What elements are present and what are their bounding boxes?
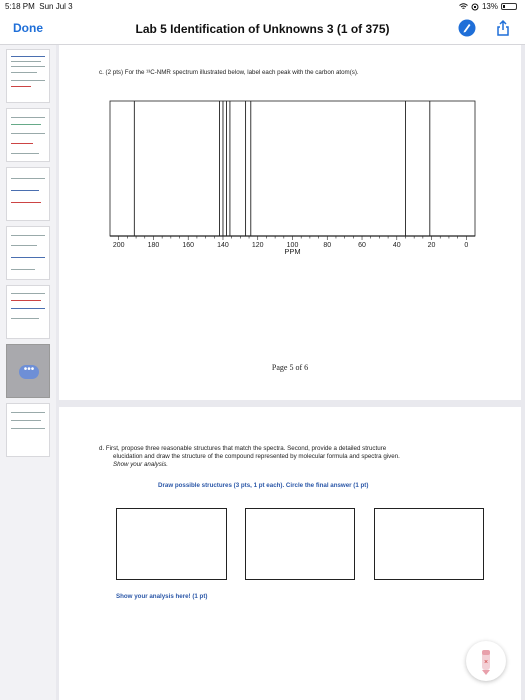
page-thumbnail-2[interactable]	[6, 108, 50, 162]
x-tick-label: 160	[182, 242, 195, 249]
status-indicators	[459, 2, 517, 11]
page-thumbnail-7[interactable]	[6, 403, 50, 457]
status-bar	[0, 0, 525, 14]
navigation-bar	[0, 14, 525, 45]
wifi-icon	[459, 3, 468, 10]
spectrum-frame	[110, 101, 475, 236]
nmr-spectrum-chart	[59, 93, 521, 323]
status-time-date	[5, 2, 73, 11]
spectrum-peaks	[134, 101, 429, 236]
share-icon[interactable]	[494, 19, 512, 37]
markup-tool-button[interactable]	[466, 641, 506, 681]
structure-box-1	[116, 508, 227, 580]
battery-icon	[501, 3, 517, 10]
structure-box-3	[374, 508, 484, 580]
orientation-lock-icon	[471, 3, 479, 11]
page-thumbnail-3[interactable]	[6, 167, 50, 221]
analysis-prompt: Show your analysis here! (1 pt)	[116, 593, 208, 600]
svg-text:×: ×	[483, 659, 489, 666]
x-tick-label: 180	[147, 242, 160, 249]
status-date: Sun Jul 3	[39, 2, 73, 11]
question-d-line-3: Show your analysis.	[113, 461, 169, 468]
x-axis-label: PPM	[284, 247, 301, 256]
question-d-line-1: d. First, propose three reasonable structures that match the spectra. Second, provide a detailed structure	[99, 445, 387, 452]
pencil-tool-icon	[466, 641, 506, 681]
page-thumbnail-sidebar	[0, 45, 56, 700]
status-time: 5:18 PM	[5, 2, 35, 11]
pdf-page-5	[59, 45, 521, 400]
draw-structures-prompt: Draw possible structures (3 pts, 1 pt each). Circle the final answer (1 pt)	[158, 482, 369, 489]
x-tick-label: 120	[251, 242, 264, 249]
page-thumbnail-6-selected[interactable]	[6, 344, 50, 398]
page-thumbnail-1[interactable]	[6, 49, 50, 103]
x-tick-label: 80	[323, 242, 332, 249]
x-tick-label: 140	[217, 242, 229, 249]
pdf-page-6	[59, 407, 521, 700]
x-tick-label: 200	[112, 242, 125, 249]
x-tick-label: 100	[286, 242, 299, 249]
structure-box-2	[245, 508, 355, 580]
x-tick-label: 20	[427, 242, 436, 249]
battery-percent: 13%	[481, 2, 498, 11]
page-5-footer: Page 5 of 6	[271, 363, 309, 372]
x-tick-label: 40	[392, 242, 401, 249]
question-c-text: c. (2 pts) For the ¹³C-NMR spectrum illustrated below, label each peak with the carbon atom(s).	[99, 69, 359, 76]
markup-pen-icon[interactable]	[458, 19, 476, 37]
x-tick-label: 60	[358, 242, 366, 249]
done-button[interactable]: Done	[13, 21, 43, 35]
question-d-line-2: elucidation and draw the structure of the compound represented by molecular formula and spectra given.	[113, 453, 400, 460]
page-thumbnail-5[interactable]	[6, 285, 50, 339]
x-tick-label: 0	[464, 242, 469, 249]
page-thumbnail-4[interactable]	[6, 226, 50, 280]
more-options-icon[interactable]: •••	[19, 365, 39, 379]
document-title: Lab 5 Identification of Unknowns 3 (1 of 375)	[135, 22, 390, 36]
